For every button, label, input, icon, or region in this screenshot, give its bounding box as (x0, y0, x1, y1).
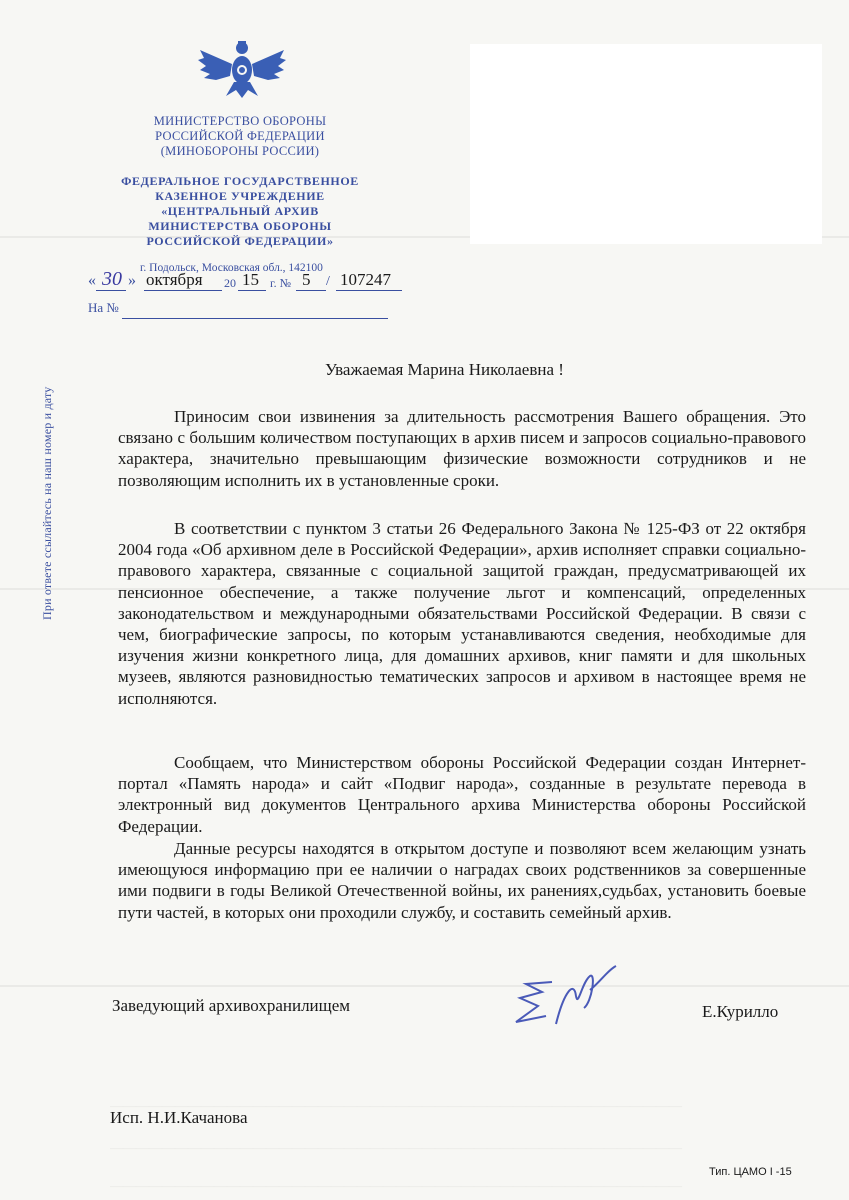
signatory-title: Заведующий архивохранилищем (112, 996, 351, 1015)
bleed-through-text: ———————————————————————————————————————————— (110, 1140, 682, 1155)
date-year-prefix: 20 (224, 276, 236, 290)
paragraph-2: В соответствии с пунктом 3 статьи 26 Федерального Закона № 125-ФЗ от 22 октября 2004 года «Об архивном деле в Российской Федерации», архив исполняет справки социально-правового характера, связанные с социальной защитой граждан, предусматривающей их пенсионное обеспечение, а также получение льгот и компенсаций, определенных законодательством и международными обязательствами Российской Федерации. В связи с чем, биографические запросы, по которым устанавливаются сведения, необходимые для изучения жизни конкретного лица, для домашних архивов, книг памяти и для школьных музеев, являются разновидностью тематических запросов и архивом в настоящее время не исполняются. (118, 519, 806, 708)
bleed-through-text: ———————————————————————————————————————————— (110, 1178, 682, 1193)
date-open-quote: « (88, 272, 96, 289)
executor: Исп. Н.И.Качанова (110, 1108, 248, 1127)
date-year: 15 (242, 270, 259, 289)
number-part-a: 5 (302, 270, 311, 289)
print-code: Тип. ЦАМО I -15 (709, 1166, 792, 1178)
ministry-line: (МИНОБОРОНЫ РОССИИ) (160, 144, 320, 158)
institution-line: РОССИЙСКОЙ ФЕДЕРАЦИИ» (146, 234, 334, 248)
bleed-through-text: ———————————————————————————————————————————— (110, 1098, 682, 1113)
date-number-label: г. № (270, 276, 292, 290)
paragraph-4: Данные ресурсы находятся в открытом доступе и позволяют всем желающим узнать имеющуюся информацию при ее наличии о наградах своих родственников за совершенные ими подвиги в годы Великой Отечественной войны, их ранениях,судьбах, установить боевые пути частей, в которых они проходили службу, и составить семейный архив. (118, 839, 806, 922)
institution-line: КАЗЕННОЕ УЧРЕЖДЕНИЕ (155, 189, 325, 203)
ministry-block (130, 114, 350, 159)
institution-line: «ЦЕНТРАЛЬНЫЙ АРХИВ (161, 204, 319, 218)
eagle-emblem-icon (196, 38, 288, 100)
date-number-line (88, 270, 408, 294)
institution-line: ФЕДЕРАЛЬНОЕ ГОСУДАРСТВЕННОЕ (121, 174, 359, 188)
institution-line: МИНИСТЕРСТВА ОБОРОНЫ (148, 219, 332, 233)
vertical-note: При ответе ссылайтесь на наш номер и дату (40, 386, 54, 620)
handwritten-signature (512, 962, 622, 1037)
date-month: октября (146, 270, 203, 289)
greeting: Уважаемая Марина Николаевна ! (325, 360, 564, 379)
date-day: 30 (102, 268, 122, 290)
number-part-b: 107247 (340, 270, 391, 289)
ministry-line: МИНИСТЕРСТВО ОБОРОНЫ (153, 114, 327, 128)
signatory-name: Е.Курилло (702, 1002, 779, 1021)
institution-block (95, 174, 385, 249)
redacted-address-box (470, 44, 822, 244)
reply-to-label: На № (88, 300, 119, 315)
paper-fold (0, 985, 849, 987)
paragraph-1: Приносим свои извинения за длительность рассмотрения Вашего обращения. Это связано с большим количеством поступающих в архив писем и запросов социально-правового характера, значительно превышающим физические возможности сотрудников и не позволяющим исполнить их в установленные сроки. (118, 407, 806, 490)
ministry-line: РОССИЙСКОЙ ФЕДЕРАЦИИ (155, 129, 325, 143)
number-slash: / (326, 274, 330, 289)
reply-to-line (122, 318, 388, 319)
date-close-quote: » (128, 272, 136, 289)
paragraph-3: Сообщаем, что Министерством обороны Российской Федерации создан Интернет-портал «Память народа» и сайт «Подвиг народа», созданные в результате перевода в электронный вид документов Центрального архива Министерства обороны Российской Федерации. (118, 753, 806, 836)
address: г. Подольск, Московская обл., 142100 (140, 262, 323, 274)
